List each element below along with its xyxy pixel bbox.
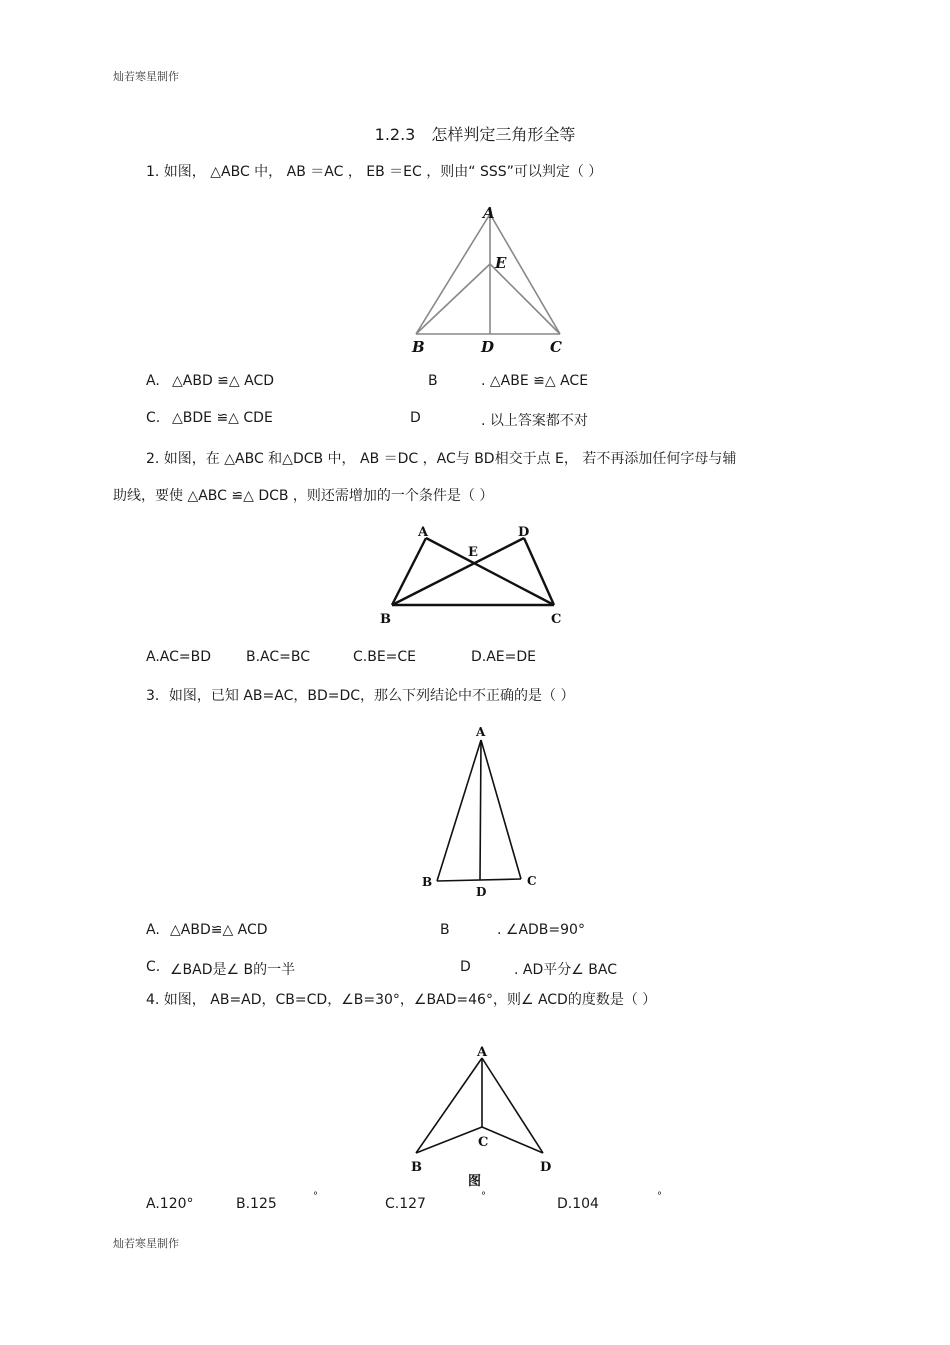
- label-b: B: [411, 1160, 422, 1175]
- q2-option-d: D.AE=DE: [471, 649, 537, 665]
- q4-option-a: A.120°: [146, 1196, 194, 1212]
- q1-option-d-key: D: [410, 410, 421, 426]
- page-title: 1.2.3 怎样判定三角形全等: [374, 125, 576, 144]
- q2-option-a: A.AC=BD: [146, 649, 212, 665]
- label-a: A: [483, 204, 495, 222]
- q4-option-c-degree: °: [481, 1191, 486, 1202]
- q1-option-c-key: C.: [146, 410, 161, 426]
- question-2-line-1: 2. 如图，在 △ABC 和△DCB 中， AB ＝DC ，AC与 BD相交于点 E， 若不再添加任何字母与辅: [146, 451, 737, 467]
- q3-option-b-key: B: [440, 922, 450, 938]
- label-d: D: [540, 1160, 552, 1175]
- figure-4-concave-quadrilateral: [400, 1040, 570, 1189]
- q4-option-d: D.104: [557, 1196, 599, 1212]
- label-b: B: [412, 338, 425, 356]
- q3-option-a: △ABD≌△ ACD: [170, 922, 268, 938]
- label-a: A: [477, 1045, 488, 1060]
- label-d: D: [481, 338, 495, 356]
- label-c: C: [550, 338, 562, 356]
- label-b: B: [422, 875, 433, 889]
- q3-option-a-key: A.: [146, 922, 160, 938]
- figure-3-isosceles-triangle: [410, 720, 550, 900]
- question-4-text: 4. 如图， AB=AD，CB=CD，∠B=30°，∠BAD=46°，则∠ ACD的度数是（ ）: [146, 992, 657, 1008]
- question-3-text: 3．如图，已知 AB=AC，BD=DC，那么下列结论中不正确的是（ ）: [146, 688, 575, 704]
- q1-option-b: . △ABE ≌△ ACE: [481, 373, 589, 389]
- label-c: C: [527, 874, 537, 888]
- q1-option-a-key: A.: [146, 373, 160, 389]
- figure-1-triangle: [400, 200, 580, 360]
- question-1-text: 1. 如图， △ABC 中， AB ＝AC ， EB ＝EC ，则由“ SSS”可以判定（ ）: [146, 164, 603, 180]
- figure-2-crossed-triangles: [370, 520, 580, 630]
- figure-caption: 图: [468, 1174, 482, 1189]
- q4-option-c: C.127: [385, 1196, 426, 1212]
- q1-option-d: . 以上答案都不对: [481, 413, 588, 429]
- q2-option-b: B.AC=BC: [246, 649, 311, 665]
- q1-option-a: △ABD ≌△ ACD: [172, 373, 275, 389]
- label-c: C: [478, 1135, 489, 1150]
- q3-option-c: ∠BAD是∠ B的一半: [170, 962, 296, 978]
- label-e: E: [468, 545, 478, 560]
- q4-option-d-degree: °: [657, 1191, 662, 1202]
- q1-option-b-key: B: [428, 373, 438, 389]
- q3-option-d-key: D: [460, 959, 471, 975]
- q4-option-b: B.125: [236, 1196, 277, 1212]
- label-d: D: [518, 525, 530, 540]
- label-a: A: [418, 525, 429, 540]
- question-2-line-2: 助线，要使 △ABC ≌△ DCB ，则还需增加的一个条件是（ ）: [113, 488, 494, 504]
- q3-option-c-key: C.: [146, 959, 161, 975]
- label-c: C: [551, 612, 562, 627]
- label-a: A: [476, 725, 486, 739]
- label-d: D: [476, 885, 487, 899]
- q3-option-b: . ∠ADB=90°: [497, 922, 585, 938]
- q4-option-b-degree: °: [313, 1191, 318, 1202]
- q3-option-d: . AD平分∠ BAC: [514, 962, 617, 978]
- label-e: E: [495, 254, 507, 272]
- page-header: 灿若寒星制作: [113, 70, 179, 83]
- q1-option-c: △BDE ≌△ CDE: [172, 410, 273, 426]
- q2-option-c: C.BE=CE: [353, 649, 417, 665]
- page-footer: 灿若寒星制作: [113, 1237, 179, 1250]
- label-b: B: [380, 612, 391, 627]
